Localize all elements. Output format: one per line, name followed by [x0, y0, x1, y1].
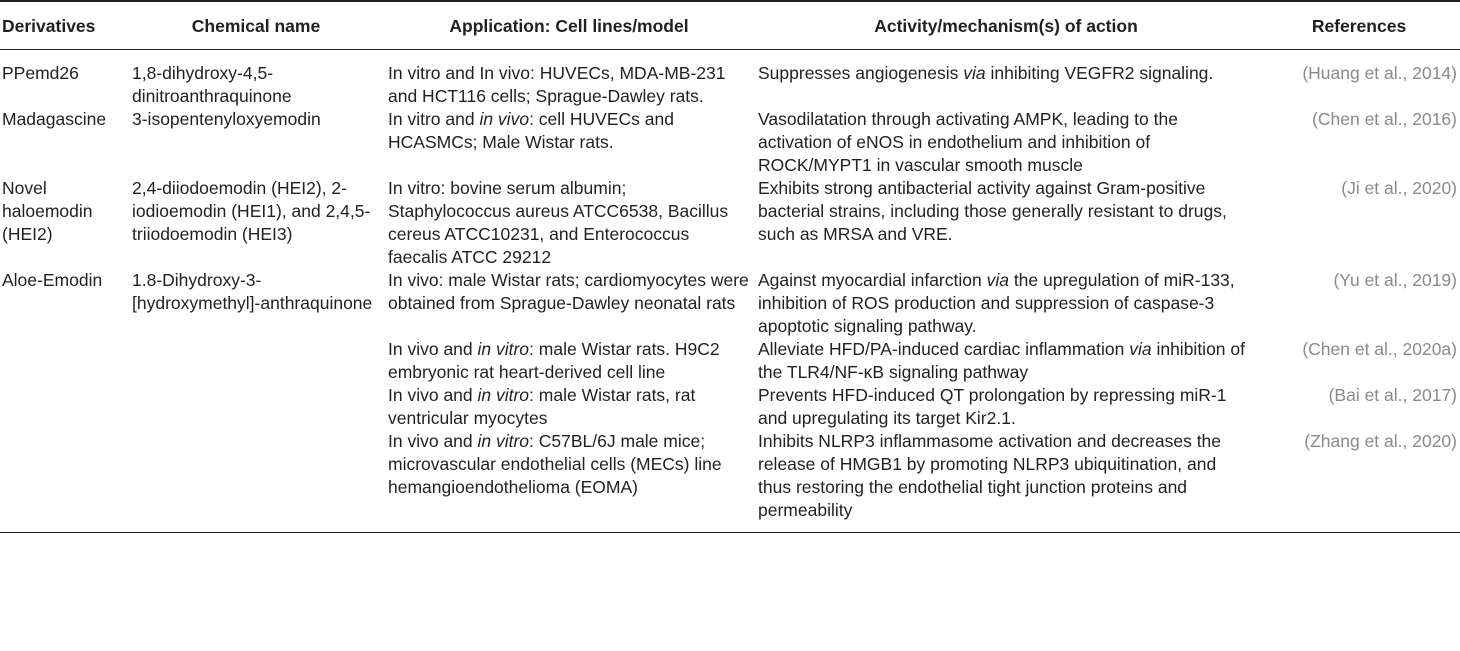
cell-reference: (Huang et al., 2014)	[1302, 63, 1457, 83]
cell-chemical-name	[128, 338, 384, 384]
header-row	[0, 1, 1460, 50]
table-row	[0, 50, 1460, 109]
table-row	[0, 177, 1460, 269]
text-run: In vitro: bovine serum albumin; Staphylococcus aureus ATCC6538, Bacillus cereus ATCC10231, and Enterococcus faecalis ATCC 29212	[388, 178, 729, 267]
cell-application	[384, 338, 754, 384]
text-run: Vasodilatation through activating AMPK, leading to the activation of eNOS in endothelium and inhibition of ROCK/MYPT1 in vascular smooth muscle	[758, 109, 1178, 175]
text-run: In vitro and In vivo: HUVECs, MDA-MB-231 and HCT116 cells; Sprague-Dawley rats.	[388, 63, 726, 106]
table-row	[0, 269, 1460, 338]
cell-chemical-name	[128, 384, 384, 430]
cell-application	[384, 50, 754, 109]
cell-reference: (Chen et al., 2020a)	[1302, 339, 1457, 359]
cell-chemical-name: 1.8-Dihydroxy-3-[hydroxymethyl]-anthraquinone	[132, 270, 373, 313]
cell-activity	[754, 338, 1258, 384]
table-row	[0, 108, 1460, 177]
cell-application	[384, 108, 754, 177]
table-row	[0, 384, 1460, 430]
text-run: via	[986, 270, 1009, 290]
text-run: : C57BL/6J male mice; microvascular endothelial cells (MECs) line hemangioendothelioma (EOMA)	[388, 431, 722, 497]
text-run: : male Wistar rats, rat ventricular myocytes	[388, 385, 696, 428]
header-chemical-name: Chemical name	[128, 1, 384, 50]
text-run: Prevents HFD-induced QT prolongation by repressing miR-1 and upregulating its target Kir2.1.	[758, 385, 1227, 428]
table-body	[0, 50, 1460, 533]
text-run: inhibition of the TLR4/NF-κB signaling pathway	[758, 339, 1245, 382]
header-derivatives: Derivatives	[0, 1, 128, 50]
text-run: In vivo and	[388, 339, 478, 359]
cell-activity	[754, 269, 1258, 338]
text-run: Alleviate HFD/PA-induced cardiac inflammation	[758, 339, 1130, 359]
text-run: in vitro	[477, 431, 530, 451]
text-run: In vivo and	[388, 385, 478, 405]
text-run: Exhibits strong antibacterial activity against Gram-positive bacterial strains, including those generally resistant to drugs, such as MRSA and VRE.	[758, 178, 1227, 244]
cell-application	[384, 384, 754, 430]
cell-reference: (Ji et al., 2020)	[1341, 178, 1457, 198]
cell-derivative	[0, 338, 128, 384]
cell-application	[384, 269, 754, 338]
cell-reference: (Yu et al., 2019)	[1333, 270, 1457, 290]
text-run: In vivo: male Wistar rats; cardiomyocytes were obtained from Sprague-Dawley neonatal rats	[388, 270, 749, 313]
table-row	[0, 430, 1460, 533]
text-run: in vitro	[477, 385, 530, 405]
text-run: via	[1129, 339, 1152, 359]
cell-activity	[754, 177, 1258, 269]
table-header	[0, 1, 1460, 50]
text-run: in vitro	[477, 339, 530, 359]
cell-derivative: Aloe-Emodin	[2, 270, 103, 290]
cell-derivative: Madagascine	[2, 109, 107, 129]
cell-activity	[754, 430, 1258, 533]
text-run: In vivo and	[388, 431, 478, 451]
text-run: In vitro and	[388, 109, 480, 129]
text-run: Inhibits NLRP3 inflammasome activation and decreases the release of HMGB1 by promoting NLRP3 ubiquitination, and thus restoring the endothelial tight junction proteins and permeability	[758, 431, 1222, 520]
text-run: : cell HUVECs and HCASMCs; Male Wistar rats.	[388, 109, 674, 152]
text-run: Against myocardial infarction	[758, 270, 987, 290]
text-run: : male Wistar rats. H9C2 embryonic rat heart-derived cell line	[388, 339, 720, 382]
cell-activity	[754, 108, 1258, 177]
cell-chemical-name: 1,8-dihydroxy-4,5-dinitroanthraquinone	[132, 63, 292, 106]
cell-reference: (Zhang et al., 2020)	[1258, 430, 1460, 533]
cell-chemical-name: 3-isopentenyloxyemodin	[132, 109, 321, 129]
cell-derivative: PPemd26	[2, 63, 79, 83]
cell-application	[384, 430, 754, 533]
header-references: References	[1258, 1, 1460, 50]
cell-reference: (Bai et al., 2017)	[1328, 385, 1457, 405]
text-run: Suppresses angiogenesis	[758, 63, 964, 83]
cell-activity	[754, 50, 1258, 109]
text-run: the upregulation of miR-133, inhibition of ROS production and suppression of caspase-3 apoptotic signaling pathway.	[758, 270, 1235, 336]
header-application: Application: Cell lines/model	[384, 1, 754, 50]
cell-derivative: Novel haloemodin (HEI2)	[2, 178, 93, 244]
cell-chemical-name: 2,4-diiodoemodin (HEI2), 2-iodioemodin (HEI1), and 2,4,5-triiodoemodin (HEI3)	[132, 178, 371, 244]
cell-chemical-name	[128, 430, 384, 533]
cell-derivative	[0, 430, 128, 533]
text-run: via	[963, 63, 986, 83]
header-activity: Activity/mechanism(s) of action	[754, 1, 1258, 50]
cell-application	[384, 177, 754, 269]
cell-reference: (Chen et al., 2016)	[1312, 109, 1457, 129]
table-row	[0, 338, 1460, 384]
cell-derivative	[0, 384, 128, 430]
text-run: inhibiting VEGFR2 signaling.	[985, 63, 1214, 83]
cell-activity	[754, 384, 1258, 430]
text-run: in vivo	[479, 109, 530, 129]
